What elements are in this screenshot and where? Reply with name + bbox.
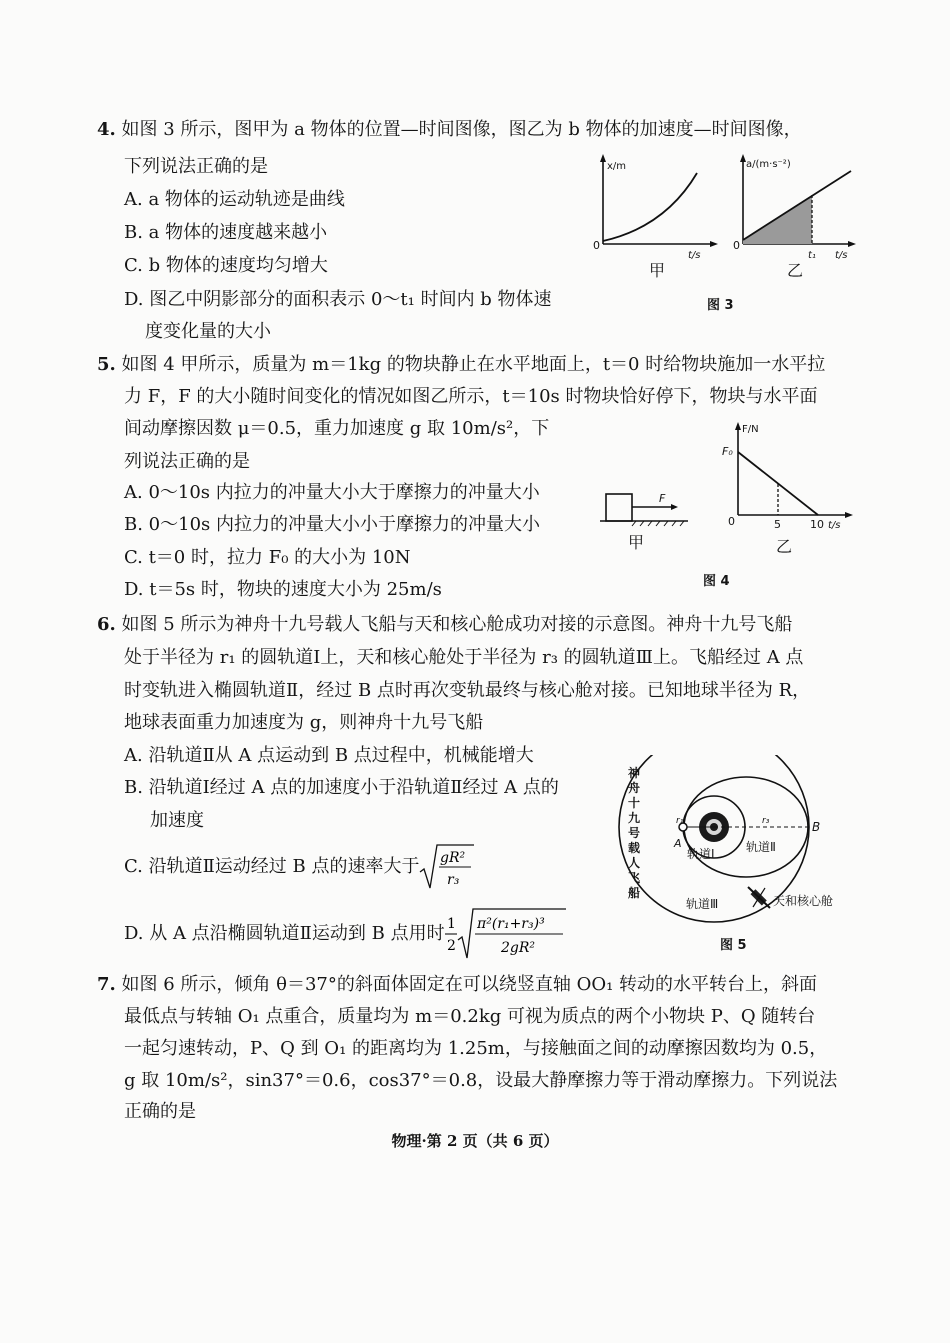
fig5-station-label: 天和核心舱 xyxy=(773,894,834,908)
fig5-r1: r₁ xyxy=(676,816,684,826)
q6-d-frac-num: 1 xyxy=(446,916,456,932)
fig5-orbit3-label: 轨道Ⅲ xyxy=(686,897,719,911)
fig4-xlabel: t/s xyxy=(828,520,841,531)
q4-option-d-line2: 度变化量的大小 xyxy=(145,321,271,342)
fig3-yi-name: 乙 xyxy=(787,261,804,280)
q5-option-d: D. t＝5s 时，物块的速度大小为 25m/s xyxy=(124,579,442,600)
q6-option-c xyxy=(124,842,475,892)
q6-option-b-line1: B. 沿轨道Ⅰ经过 A 点的加速度小于沿轨道Ⅱ经过 A 点的 xyxy=(124,777,559,798)
fig3-jia-xlabel: t/s xyxy=(688,250,701,261)
figure-3-caption: 图 3 xyxy=(707,298,734,313)
q4-stem-line2: 下列说法正确的是 xyxy=(124,156,268,177)
ship-vertical-label xyxy=(627,765,641,900)
fig5-orbit2-label: 轨道Ⅱ xyxy=(746,840,776,854)
q4-stem-text1: 如图 3 所示，图甲为 a 物体的位置—时间图像，图乙为 b 物体的加速度—时间图像， xyxy=(121,119,802,140)
q5-option-b: B. 0～10s 内拉力的冲量大小小于摩擦力的冲量大小 xyxy=(124,514,540,535)
q6-option-a: A. 沿轨道Ⅱ从 A 点运动到 B 点过程中，机械能增大 xyxy=(124,745,534,766)
q7-stem-line5: 正确的是 xyxy=(124,1101,196,1122)
q6-c-denominator: r₃ xyxy=(447,872,460,888)
fig5-point-a-label: A xyxy=(674,837,682,850)
q6-option-d xyxy=(124,906,567,962)
fig3-yi-graph xyxy=(733,154,856,280)
svg-text:九: 九 xyxy=(628,811,641,825)
q6-d-sqrt-num: π²(r₁+r₃)³ xyxy=(476,916,545,932)
fig4-yi-name: 乙 xyxy=(776,537,793,556)
q5-option-a: A. 0～10s 内拉力的冲量大小大于摩擦力的冲量大小 xyxy=(124,482,540,503)
q6-option-c-text: C. 沿轨道Ⅱ运动经过 B 点的速率大于 xyxy=(124,856,420,877)
fig4-force-label: F xyxy=(659,492,666,505)
q7-stem-line1 xyxy=(97,972,817,998)
q7-stem-text1: 如图 6 所示，倾角 θ＝37°的斜面体固定在可以绕竖直轴 OO₁ 转动的水平转台上，斜面 xyxy=(121,974,818,995)
q6-stem-line4: 地球表面重力加速度为 g，则神舟十九号飞船 xyxy=(124,712,484,733)
q7-stem-line3: 一起匀速转动，P、Q 到 O₁ 的距离均为 1.25m，与接触面之间的动摩擦因数均为 0.5， xyxy=(124,1038,828,1059)
fig3-yi-xlabel: t/s xyxy=(835,250,848,261)
q5-stem-text1: 如图 4 甲所示，质量为 m＝1kg 的物块静止在水平地面上，t＝0 时给物块施加一水平拉 xyxy=(121,354,826,375)
svg-text:飞: 飞 xyxy=(628,871,641,885)
q4-stem-line1 xyxy=(97,117,802,143)
fig3-yi-origin: 0 xyxy=(733,239,740,252)
fig5-point-b-label: B xyxy=(812,820,821,834)
svg-text:十: 十 xyxy=(628,796,641,810)
svg-text:载: 载 xyxy=(628,841,641,855)
fig3-jia-ylabel: x/m xyxy=(607,161,627,172)
q6-stem-line3: 时变轨进入椭圆轨道Ⅱ，经过 B 点时再次变轨最终与核心舱对接。已知地球半径为 R， xyxy=(124,680,811,701)
q6-stem-line2: 处于半径为 r₁ 的圆轨道Ⅰ上，天和核心舱处于半径为 r₃ 的圆轨道Ⅲ上。飞船经过 A 点 xyxy=(124,647,804,668)
q4-option-d-line1: D. 图乙中阴影部分的面积表示 0～t₁ 时间内 b 物体速 xyxy=(124,289,552,310)
fig4-block xyxy=(606,494,632,521)
q4-option-b: B. a 物体的速度越来越小 xyxy=(124,222,328,243)
figure-5-caption: 图 5 xyxy=(720,938,747,953)
q4-option-c: C. b 物体的速度均匀增大 xyxy=(124,255,328,276)
fig3-jia-origin: 0 xyxy=(593,239,600,252)
q6-stem-text1: 如图 5 所示为神舟十九号载人飞船与天和核心舱成功对接的示意图。神舟十九号飞船 xyxy=(121,614,793,635)
fig4-jia-name: 甲 xyxy=(628,533,645,552)
fig4-f0-label: F₀ xyxy=(722,445,733,458)
fig5-r3: r₃ xyxy=(762,816,770,826)
q6-option-b-line2: 加速度 xyxy=(150,810,204,831)
q6-c-numerator: gR² xyxy=(440,850,466,866)
q7-stem-line4: g 取 10m/s²，sin37°＝0.6，cos37°＝0.8，设最大静摩擦力等于滑动摩擦力。下列说法 xyxy=(124,1070,838,1091)
q5-stem-line4: 列说法正确的是 xyxy=(124,451,250,472)
fig3-jia-name: 甲 xyxy=(649,261,666,280)
fig4-yi-graph xyxy=(722,422,853,556)
space-station-icon xyxy=(748,887,770,908)
svg-text:号: 号 xyxy=(628,826,641,840)
svg-text:船: 船 xyxy=(628,886,641,900)
svg-text:人: 人 xyxy=(628,856,641,870)
fig4-tick-10: 10 xyxy=(810,518,824,531)
q4-number: 4. xyxy=(97,119,116,140)
fig4-ylabel: F/N xyxy=(742,424,759,435)
q5-option-c: C. t＝0 时，拉力 F₀ 的大小为 10N xyxy=(124,547,411,568)
fig4-tick-5: 5 xyxy=(774,518,781,531)
q6-stem-line1 xyxy=(97,612,792,638)
q5-stem-line2: 力 F，F 的大小随时间变化的情况如图乙所示，t＝10s 时物块恰好停下，物块与水平面 xyxy=(124,386,818,407)
q5-stem-line1 xyxy=(97,352,825,378)
figure-3 xyxy=(585,145,865,315)
fig3-yi-t1: t₁ xyxy=(808,250,816,261)
q5-number: 5. xyxy=(97,354,116,375)
q4-option-a: A. a 物体的运动轨迹是曲线 xyxy=(124,189,345,210)
q6-d-sqrt-den: 2gR² xyxy=(500,940,535,956)
fig3-jia-graph xyxy=(593,154,718,280)
page-footer: 物理·第 2 页（共 6 页） xyxy=(391,1132,559,1150)
fig5-orbit1-label: 轨道Ⅰ xyxy=(687,847,715,861)
q5-stem-line3: 间动摩擦因数 μ＝0.5，重力加速度 g 取 10m/s²，下 xyxy=(124,418,550,439)
q6-option-d-text: D. 从 A 点沿椭圆轨道Ⅱ运动到 B 点用时 xyxy=(124,923,445,944)
q6-option-c-sqrt xyxy=(419,842,475,892)
figure-4-caption: 图 4 xyxy=(703,574,730,589)
q6-number: 6. xyxy=(97,614,116,635)
q7-stem-line2: 最低点与转轴 O₁ 点重合，质量均为 m＝0.2kg 可视为质点的两个小物块 P、Q 随转台 xyxy=(124,1006,816,1027)
fig4-jia-block-diagram xyxy=(600,492,688,552)
svg-text:舟: 舟 xyxy=(628,781,641,795)
figure-4 xyxy=(592,412,862,562)
fig3-yi-ylabel: a/(m·s⁻²) xyxy=(746,159,791,170)
svg-text:神: 神 xyxy=(628,766,641,780)
q6-option-d-formula xyxy=(445,906,567,962)
q7-number: 7. xyxy=(97,974,116,995)
q6-d-frac-den: 2 xyxy=(446,938,456,954)
fig4-origin: 0 xyxy=(728,515,735,528)
figure-5 xyxy=(612,755,862,935)
